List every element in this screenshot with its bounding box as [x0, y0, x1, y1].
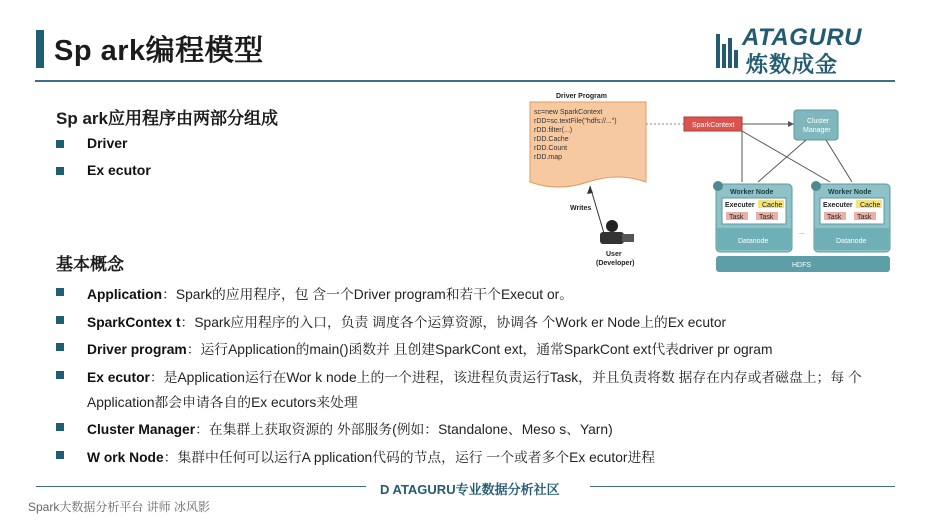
- bullet-square-icon: [56, 288, 64, 296]
- worker-node-1: [713, 181, 792, 252]
- concept-desc-continuation: Application都会申请各自的Ex ecutors来处理: [87, 395, 358, 410]
- footer-course-info: Spark大数据分析平台 讲师 冰风影: [28, 500, 211, 514]
- bullet-square-icon: [56, 451, 64, 459]
- task-label: Task: [827, 214, 842, 221]
- gear-icon: [713, 181, 723, 191]
- gear-icon: [811, 181, 821, 191]
- worker-node-label: Worker Node: [730, 189, 774, 196]
- logo-text-en: ATAGURU: [742, 24, 862, 51]
- code-line: rDD=sc.textFile("hdfs://..."): [534, 118, 617, 125]
- hdfs-label: HDFS: [792, 262, 812, 269]
- code-line: sc=new SparkContext: [534, 109, 603, 116]
- datanode-label: Datanode: [738, 238, 769, 245]
- concept-term: Driver program: [87, 342, 187, 357]
- footer-divider-left: [36, 486, 366, 487]
- cluster-manager-label: Manager: [803, 127, 831, 134]
- bullet-square-icon: [56, 140, 64, 148]
- driver-program-label: Driver Program: [556, 93, 607, 100]
- concept-desc: ：Spark的应用程序，包 含一个Driver program和若干个Execut or。: [162, 287, 574, 302]
- list-item-label: Ex ecutor: [87, 162, 151, 178]
- concept-term: Ex ecutor: [87, 370, 150, 385]
- bullet-square-icon: [56, 343, 64, 351]
- header-divider: [35, 80, 895, 82]
- concept-term: Application: [87, 287, 163, 302]
- concept-desc: ：运行Application的main()函数并 且创建SparkCont ext，通常SparkCont ext代表driver pr ogram: [186, 342, 773, 357]
- executer-label: Executer: [823, 202, 853, 209]
- worker-node-2: [811, 181, 890, 252]
- executer-label: Executer: [725, 202, 755, 209]
- datanode-label: Datanode: [836, 238, 867, 245]
- user-label: User: [606, 251, 622, 258]
- footer-site-name: D ATAGURU专业数据分析社区: [380, 482, 560, 497]
- code-line: rDD.filter(...): [534, 127, 573, 134]
- ellipsis-label: ...: [799, 229, 805, 236]
- task-label: Task: [857, 214, 872, 221]
- footer-divider-right: [590, 486, 895, 487]
- bullet-square-icon: [56, 167, 64, 175]
- svg-text:sc=new SparkContext: [534, 109, 602, 116]
- developer-label: (Developer): [596, 260, 635, 267]
- section-heading-components: Sp ark应用程序由两部分组成: [56, 109, 278, 128]
- bullet-square-icon: [56, 316, 64, 324]
- slide-title: Sp ark编程模型: [54, 35, 264, 67]
- cache-label: Cache: [762, 202, 783, 209]
- code-line: rDD.Cache: [534, 136, 569, 143]
- concept-term: Cluster Manager: [87, 422, 196, 437]
- concept-desc: ：是Application运行在Wor k node上的一个进程，该进程负责运行Task，并且负责将数 据存在内存或者磁盘上；每 个: [149, 370, 862, 385]
- bullet-square-icon: [56, 423, 64, 431]
- dataguru-logo: [714, 24, 894, 77]
- title-accent-bar: [36, 30, 44, 68]
- worker-node-label: Worker Node: [828, 189, 872, 196]
- sparkcontext-label: SparkContext: [692, 122, 735, 129]
- section-heading-concepts: 基本概念: [56, 255, 124, 274]
- concept-desc: ：Spark应用程序的入口，负责 调度各个运算资源，协调各 个Work er Node上的Ex ecutor: [180, 315, 727, 330]
- arrow-head-icon: [788, 121, 794, 127]
- spark-architecture-diagram: [526, 86, 896, 276]
- bullet-square-icon: [56, 371, 64, 379]
- link-to-worker-2: [826, 140, 852, 182]
- writes-arrow: [590, 186, 606, 240]
- concept-term: SparkContex t: [87, 315, 181, 330]
- task-label: Task: [759, 214, 774, 221]
- code-line: rDD.map: [534, 154, 563, 161]
- cluster-manager-label: Cluster: [807, 118, 830, 125]
- user-developer-icon: [600, 220, 634, 244]
- arrow-head-icon: [587, 186, 593, 194]
- cluster-manager-box: [794, 110, 838, 140]
- link-to-worker-1: [758, 140, 806, 182]
- concept-desc: ：集群中任何可以运行A pplication代码的节点，运行 一个或者多个Ex ecutor进程: [163, 450, 656, 465]
- concept-term: W ork Node: [87, 450, 164, 465]
- logo-text-cn: 炼数成金: [746, 52, 839, 77]
- code-line: rDD.Count: [534, 145, 568, 152]
- concept-desc: ：在集群上获取资源的 外部服务(例如：Standalone、Meso s、Yarn): [195, 422, 613, 437]
- cache-label: Cache: [860, 202, 881, 209]
- list-item-label: Driver: [87, 135, 128, 151]
- task-label: Task: [729, 214, 744, 221]
- writes-label: Writes: [570, 205, 592, 212]
- logo-mark-icon: [714, 30, 742, 70]
